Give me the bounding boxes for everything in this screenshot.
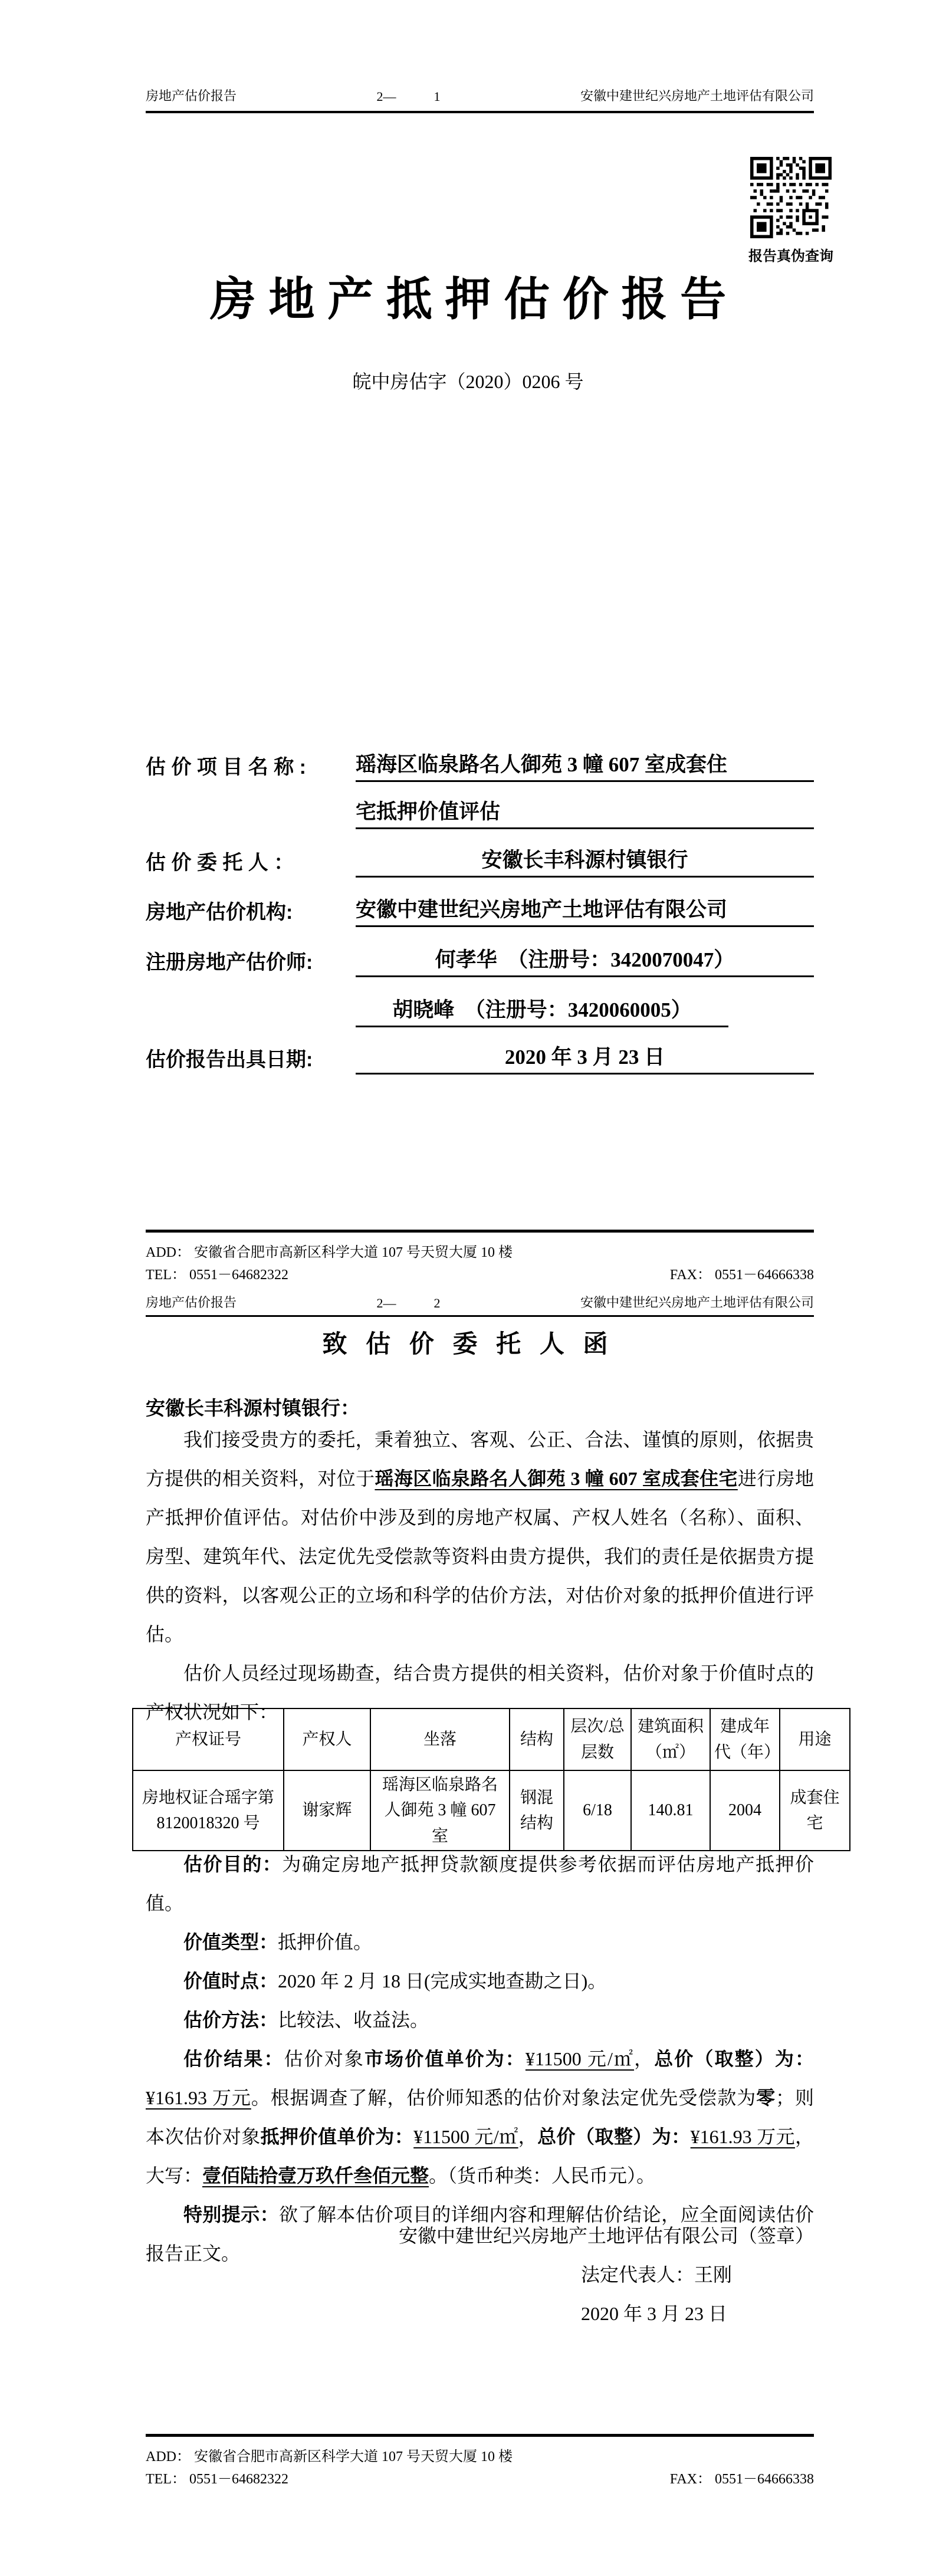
currency-note: 。（货币种类：人民币元）。 bbox=[429, 2165, 656, 2186]
field-value: 何孝华 （注册号：3420070047） bbox=[356, 944, 814, 977]
value-date-text: 2020 年 2 月 18 日(完成实地查勘之日)。 bbox=[278, 1970, 607, 1992]
mortgage-total-value: ¥161.93 万元 bbox=[690, 2126, 795, 2147]
letter-paragraph-2: 估价人员经过现场勘查，结合贵方提供的相关资料，估价对象于价值时点的产权状况如下： bbox=[146, 1662, 814, 1723]
field-label: 注册房地产估价师: bbox=[146, 951, 313, 974]
page2-footer-rule bbox=[146, 2434, 814, 2437]
property-rights-table bbox=[132, 1708, 850, 1851]
market-unit-label: 市场价值单价为： bbox=[364, 2048, 526, 2069]
field-label bbox=[146, 1025, 356, 1027]
value-type-text: 抵押价值。 bbox=[278, 1931, 373, 1953]
report-title: 房 地 产 抵 押 估 价 报 告 bbox=[209, 273, 727, 325]
fax-line: FAX： 0551－64666338 bbox=[669, 1267, 814, 1283]
report-number: 皖中房估字（2020）0206 号 bbox=[352, 371, 584, 392]
field-appraiser-1 bbox=[146, 939, 814, 977]
cell-use: 成套住宅 bbox=[780, 1770, 850, 1851]
header-company-name: 安徽中建世纪兴房地产土地评估有限公司 bbox=[580, 88, 814, 103]
signature-block bbox=[146, 2216, 814, 2333]
col-header-area: 建筑面积（㎡） bbox=[631, 1708, 710, 1770]
method-line bbox=[146, 2000, 814, 2039]
page1-running-header bbox=[146, 86, 814, 104]
letter-body bbox=[146, 1420, 814, 1731]
signature-legal-rep: 法定代表人：王刚 bbox=[581, 2264, 733, 2285]
header-doc-type: 房地产估价报告 bbox=[146, 88, 237, 103]
purpose-label: 估价目的： bbox=[183, 1854, 283, 1875]
field-value: 2020 年 3 月 23 日 bbox=[356, 1041, 814, 1075]
page1-header-rule bbox=[146, 111, 814, 113]
tel-line: TEL： 0551－64682322 bbox=[146, 2472, 288, 2487]
header-page-number: 1 bbox=[433, 89, 441, 104]
cell-owner: 谢家辉 bbox=[284, 1770, 370, 1851]
cell-cert-no: 房地权证合瑶字第8120018320 号 bbox=[133, 1770, 284, 1851]
market-unit-value: ¥11500 元/㎡ bbox=[525, 2048, 635, 2069]
col-header-year: 建成年代（年） bbox=[710, 1708, 780, 1770]
signature-company: 安徽中建世纪兴房地产土地评估有限公司（签章） bbox=[398, 2225, 814, 2246]
tel-line: TEL： 0551－64682322 bbox=[146, 1267, 288, 1283]
method-label: 估价方法： bbox=[183, 2009, 278, 2030]
market-total-value: ¥161.93 万元 bbox=[146, 2087, 251, 2108]
col-header-owner: 产权人 bbox=[284, 1708, 370, 1770]
header-doc-type: 房地产估价报告 bbox=[146, 1295, 237, 1310]
value-date-line bbox=[146, 1961, 814, 2000]
letter-paragraph-1 bbox=[146, 1420, 814, 1654]
page2-header-rule bbox=[146, 1315, 814, 1317]
letter-salutation: 安徽长丰科源村镇银行： bbox=[146, 1397, 360, 1419]
field-value: 胡晓峰 （注册号：3420060005） bbox=[356, 994, 728, 1027]
header-page-prefix: 2— bbox=[376, 89, 396, 104]
field-value: 瑶海区临泉路名人御苑 3 幢 607 室成套住 bbox=[356, 748, 814, 782]
field-client bbox=[146, 840, 814, 878]
page2-footer-address: ADD： 安徽省合肥市高新区科学大道 107 号天贸大厦 10 楼 bbox=[146, 2449, 513, 2465]
cell-floor: 6/18 bbox=[564, 1770, 631, 1851]
table-data-row bbox=[133, 1770, 850, 1851]
result-mid2: ；则本次估价对象 bbox=[146, 2087, 814, 2147]
page1-footer-rule bbox=[146, 1230, 814, 1233]
value-date-label: 价值时点： bbox=[183, 1970, 278, 1992]
page2-footer-contacts bbox=[146, 2467, 814, 2488]
field-project-name-line1 bbox=[146, 744, 814, 782]
field-agency bbox=[146, 889, 814, 927]
header-company-name: 安徽中建世纪兴房地产土地评估有限公司 bbox=[580, 1295, 814, 1310]
cell-year: 2004 bbox=[710, 1770, 780, 1851]
result-mid: 。根据调查了解，估价师知悉的估价对象法定优先受偿款为 bbox=[251, 2087, 757, 2108]
valuation-summary bbox=[146, 1845, 814, 2273]
field-value: 安徽中建世纪兴房地产土地评估有限公司 bbox=[356, 893, 814, 927]
header-page-indicator bbox=[377, 1296, 441, 1311]
qr-code bbox=[750, 157, 832, 238]
page1-footer-contacts bbox=[146, 1263, 814, 1283]
purpose-text: 为确定房地产抵押贷款额度提供参考依据而评估房地产抵押价值。 bbox=[146, 1854, 814, 1914]
header-page-indicator bbox=[377, 89, 441, 104]
signature-date: 2020 年 3 月 23 日 bbox=[581, 2303, 728, 2324]
para1-after: 进行房地产抵押价值评估。对估价中涉及到的房地产权属、产权人姓名（名称）、面积、房型、建筑年代、法定优先受偿款等资料由贵方提供，我们的责任是依据贵方提供的资料，以客观公正的立场和科学的估价方法，对估价对象的抵押价值进行评估。 bbox=[146, 1468, 814, 1645]
table-header-row bbox=[133, 1708, 850, 1770]
col-header-use: 用途 bbox=[780, 1708, 850, 1770]
col-header-location: 坐落 bbox=[370, 1708, 510, 1770]
mortgage-unit-value: ¥11500 元/㎡ bbox=[413, 2126, 518, 2147]
col-header-floor: 层次/总层数 bbox=[564, 1708, 631, 1770]
daxie-intro: ，大写： bbox=[146, 2126, 814, 2186]
field-label: 估 价 委 托 人 ： bbox=[146, 852, 294, 874]
market-total-label: 总价（取整）为： bbox=[654, 2048, 814, 2069]
result-paragraph bbox=[146, 2039, 814, 2195]
field-label bbox=[146, 827, 356, 829]
para1-property-emphasis: 瑶海区临泉路名人御苑 3 幢 607 室成套住宅 bbox=[375, 1468, 738, 1489]
qr-caption: 报告真伪查询 bbox=[748, 248, 833, 264]
fax-line: FAX： 0551－64666338 bbox=[669, 2472, 814, 2487]
field-project-name-line2 bbox=[146, 791, 814, 829]
purpose-line bbox=[146, 1845, 814, 1923]
separator: ， bbox=[634, 2048, 655, 2069]
daxie-value: 壹佰陆拾壹万玖仟叁佰元整 bbox=[202, 2165, 429, 2186]
page1-footer-address: ADD： 安徽省合肥市高新区科学大道 107 号天贸大厦 10 楼 bbox=[146, 1245, 513, 1260]
field-value: 安徽长丰科源村镇银行 bbox=[356, 844, 814, 878]
para1-before: 我们接受贵方的委托，秉着独立、客观、公正、合法、谨慎的原则，依据贵方提供的相关资料，对位于 bbox=[146, 1429, 814, 1489]
header-page-prefix: 2— bbox=[376, 1296, 396, 1310]
field-label: 估 价 项 目 名 称 : bbox=[146, 756, 306, 778]
cell-structure: 钢混结构 bbox=[510, 1770, 564, 1851]
special-text: 欲了解本估价项目的详细内容和理解估价结论，应全面阅读估价报告正文。 bbox=[146, 2204, 814, 2264]
field-label: 房地产估价机构: bbox=[146, 901, 293, 924]
value-type-line bbox=[146, 1923, 814, 1961]
mortgage-total-label: 总价（取整）为： bbox=[537, 2126, 691, 2147]
cell-location: 瑶海区临泉路名人御苑 3 幢 607 室 bbox=[370, 1770, 510, 1851]
method-text: 比较法、收益法。 bbox=[278, 2009, 429, 2030]
field-value: 宅抵押价值评估 bbox=[356, 796, 814, 829]
separator: ， bbox=[518, 2126, 538, 2147]
value-type-label: 价值类型： bbox=[183, 1931, 278, 1953]
page2-running-header bbox=[146, 1293, 814, 1311]
col-header-cert-no: 产权证号 bbox=[133, 1708, 284, 1770]
letter-title: 致 估 价 委 托 人 函 bbox=[322, 1330, 614, 1358]
cell-area: 140.81 bbox=[631, 1770, 710, 1851]
zero-emphasis: 零 bbox=[756, 2087, 776, 2108]
col-header-structure: 结构 bbox=[510, 1708, 564, 1770]
field-label: 估价报告出具日期: bbox=[146, 1049, 313, 1071]
special-label: 特别提示： bbox=[183, 2204, 280, 2225]
field-appraiser-2 bbox=[146, 990, 814, 1027]
field-issue-date bbox=[146, 1037, 814, 1075]
header-page-number: 2 bbox=[433, 1296, 441, 1310]
mortgage-unit-label: 抵押价值单价为： bbox=[260, 2126, 414, 2147]
result-intro: 估价对象 bbox=[284, 2048, 365, 2069]
result-label: 估价结果： bbox=[183, 2048, 284, 2069]
